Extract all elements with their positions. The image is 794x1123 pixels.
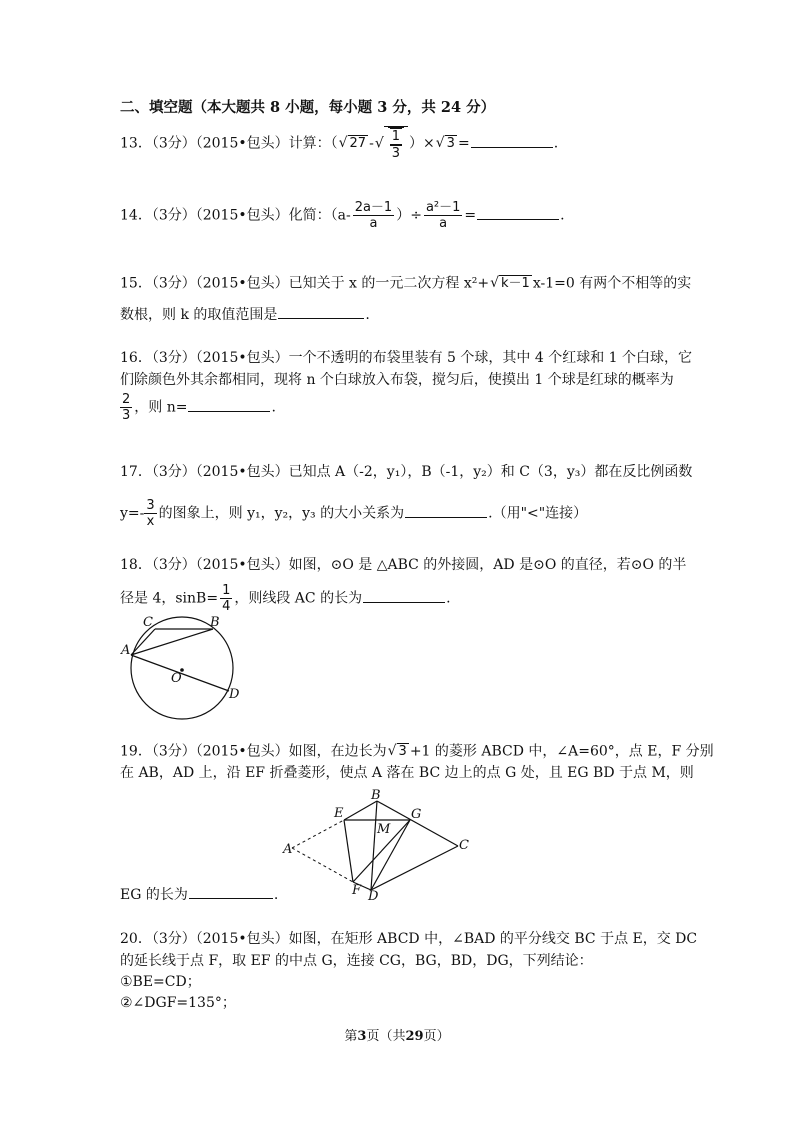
q13-end: . [553, 135, 559, 152]
q14-f2-num: a²－1 [425, 200, 461, 215]
q14-f1-den: a [369, 216, 378, 231]
footer-total-pages: 29 [405, 1029, 424, 1044]
question-16-line-2: 们除颜色外其余都相同，现将 n 个白球放入布袋，搅匀后，使摸出 1 个球是红球的概率为 [120, 372, 674, 388]
q15-end: . [365, 307, 370, 323]
q14-f1-num: 2a－1 [354, 200, 393, 215]
q13-sqrt27: √ 27 [338, 135, 367, 151]
q19-label-a: A [283, 842, 293, 857]
q16-frac-num: 2 [122, 392, 131, 407]
q18-end: . [446, 590, 451, 607]
page-footer [0, 1025, 794, 1044]
q17-fraction [144, 498, 156, 529]
q14-eq: = [464, 207, 477, 224]
q17-line2: 的图象上，则 y₁，y₂，y₃ 的大小关系为 [158, 505, 405, 522]
q19-end: . [273, 887, 279, 903]
q18-label-c: C [143, 615, 153, 630]
q13-frac-den: 3 [391, 146, 401, 161]
q15-line2a: 数根，则 k 的取值范围是 [120, 307, 278, 323]
q18-line2a: 径是 4，sinB= [120, 590, 219, 607]
q16-answer-blank[interactable] [188, 397, 270, 412]
question-17-line-1: 17．（3分）（2015•包头）已知点 A（-2，y₁），B（-1，y₂）和 C（3，y₃）都在反比例函数 [120, 464, 693, 480]
q19-line1a: 19．（3分）（2015•包头）如图，在边长为 [120, 743, 387, 760]
q13-sqrt3: √ 3 [435, 135, 455, 151]
q19-rhombus-figure [280, 786, 480, 901]
q19-dashed-af [292, 848, 353, 882]
question-20-conclusion-1: ①BE=CD； [120, 974, 201, 990]
q19-label-b: B [371, 788, 381, 803]
q15-sqrt: √ k－1 [490, 275, 530, 291]
question-20-line-1: 20．（3分）（2015•包头）如图，在矩形 ABCD 中，∠BAD 的平分线交 BC 于点 E，交 DC [120, 931, 698, 947]
q18-frac-num: 1 [222, 583, 231, 598]
q19-side-eb [344, 801, 377, 820]
q15-sqrt-radicand: k－1 [501, 276, 530, 291]
q13-frac-num: 1 [391, 129, 401, 144]
question-15-line-2 [120, 304, 370, 325]
q19-side-cd [371, 846, 458, 890]
footer-post: 页） [423, 1029, 450, 1044]
q16-line3: ，则 n= [134, 399, 188, 416]
q19-label-d: D [368, 889, 379, 901]
q18-label-b: B [210, 615, 220, 630]
q13-sqrt3-radicand: 3 [446, 136, 455, 151]
footer-mid: 页（共 [366, 1029, 406, 1044]
q14-answer-blank[interactable] [477, 205, 559, 220]
q18-label-d: D [229, 687, 240, 702]
q18-circle-figure [118, 610, 253, 725]
question-17-line-2 [120, 498, 587, 529]
q19-label-m: M [377, 822, 391, 837]
q15-line1a: 15．（3分）（2015•包头）已知关于 x 的一元二次方程 x²+ [120, 275, 490, 292]
q19-sqrt-radicand: 3 [398, 744, 407, 759]
q13-sqrt27-radicand: 27 [349, 136, 367, 151]
q19-fold-ef [344, 820, 353, 882]
question-16-line-3 [120, 392, 276, 423]
question-18-line-1: 18．（3分）（2015•包头）如图，⊙O 是 △ABC 的外接圆，AD 是⊙O 的直径，若⊙O 的半 [120, 557, 687, 573]
q14-prefix: 14．（3分）（2015•包头）化简：（a- [120, 207, 351, 224]
q16-frac-den: 3 [122, 408, 131, 423]
q13-eq: = [457, 135, 470, 152]
q19-line1b: +1 的菱形 ABCD 中，∠A=60°，点 E，F 分别 [409, 743, 714, 760]
q13-times: ）× [409, 135, 435, 152]
q17-y-eq: y=- [120, 505, 145, 522]
q17-frac-den: x [146, 514, 155, 529]
q19-answer-blank[interactable] [189, 884, 273, 899]
q19-dashed-ae [292, 820, 344, 848]
q15-line1b: x-1=0 有两个不相等的实 [532, 275, 692, 292]
q18-line2b: ，则线段 AC 的长为 [234, 590, 363, 607]
q19-line3: EG 的长为 [120, 887, 188, 903]
question-20-line-2: 的延长线于点 F，取 EF 的中点 G，连接 CG，BG，BD，DG，下列结论： [120, 953, 593, 969]
q17-frac-num: 3 [146, 498, 155, 513]
q13-minus: - [369, 135, 374, 152]
q13-sqrt-frac: √ $\frac{1}{3}$ [375, 126, 408, 161]
q19-label-e: E [334, 806, 344, 821]
question-19-line-1 [120, 741, 714, 762]
question-14 [120, 200, 565, 231]
question-13 [120, 126, 558, 161]
q16-end: . [271, 399, 276, 416]
q19-diagonal-bd [371, 801, 377, 890]
q16-fraction [120, 392, 132, 423]
q14-fraction-2 [424, 200, 462, 231]
q14-div: ）÷ [396, 207, 422, 224]
q18-circle [131, 617, 233, 719]
q18-answer-blank[interactable] [363, 588, 445, 603]
q17-answer-blank[interactable] [405, 503, 487, 518]
question-19-line-3 [120, 884, 278, 905]
q13-answer-blank[interactable] [471, 133, 553, 148]
q19-label-f: F [352, 883, 362, 898]
q18-label-a: A [121, 643, 131, 658]
q18-frac-den: 4 [222, 599, 231, 614]
question-16-line-1: 16．（3分）（2015•包头）一个不透明的布袋里装有 5 个球，其中 4 个红球和 1 个白球，它 [120, 350, 693, 366]
q18-label-o: O [171, 671, 182, 686]
question-19-line-2: 在 AB，AD 上，沿 EF 折叠菱形，使点 A 落在 BC 边上的点 G 处，且 EG BD 于点 M，则 [120, 765, 694, 781]
q13-prefix: 13．（3分）（2015•包头）计算：（ [120, 135, 338, 152]
q14-fraction-1 [353, 200, 395, 231]
q19-label-c: C [459, 838, 469, 853]
q19-sqrt: √ 3 [387, 743, 407, 759]
q13-fraction [388, 127, 404, 161]
question-15-line-1 [120, 273, 691, 294]
q17-line2-end: .（用"<"连接） [488, 505, 588, 522]
q15-answer-blank[interactable] [278, 304, 364, 319]
footer-pre: 第 [344, 1029, 358, 1044]
question-20-conclusion-2: ②∠DGF=135°； [120, 995, 236, 1011]
q14-end: . [560, 207, 565, 224]
q19-label-g: G [411, 807, 422, 822]
q14-f2-den: a [439, 216, 448, 231]
section-title: 二、填空题（本大题共 8 小题，每小题 3 分，共 24 分） [120, 99, 496, 116]
footer-page-number: 3 [357, 1029, 367, 1044]
